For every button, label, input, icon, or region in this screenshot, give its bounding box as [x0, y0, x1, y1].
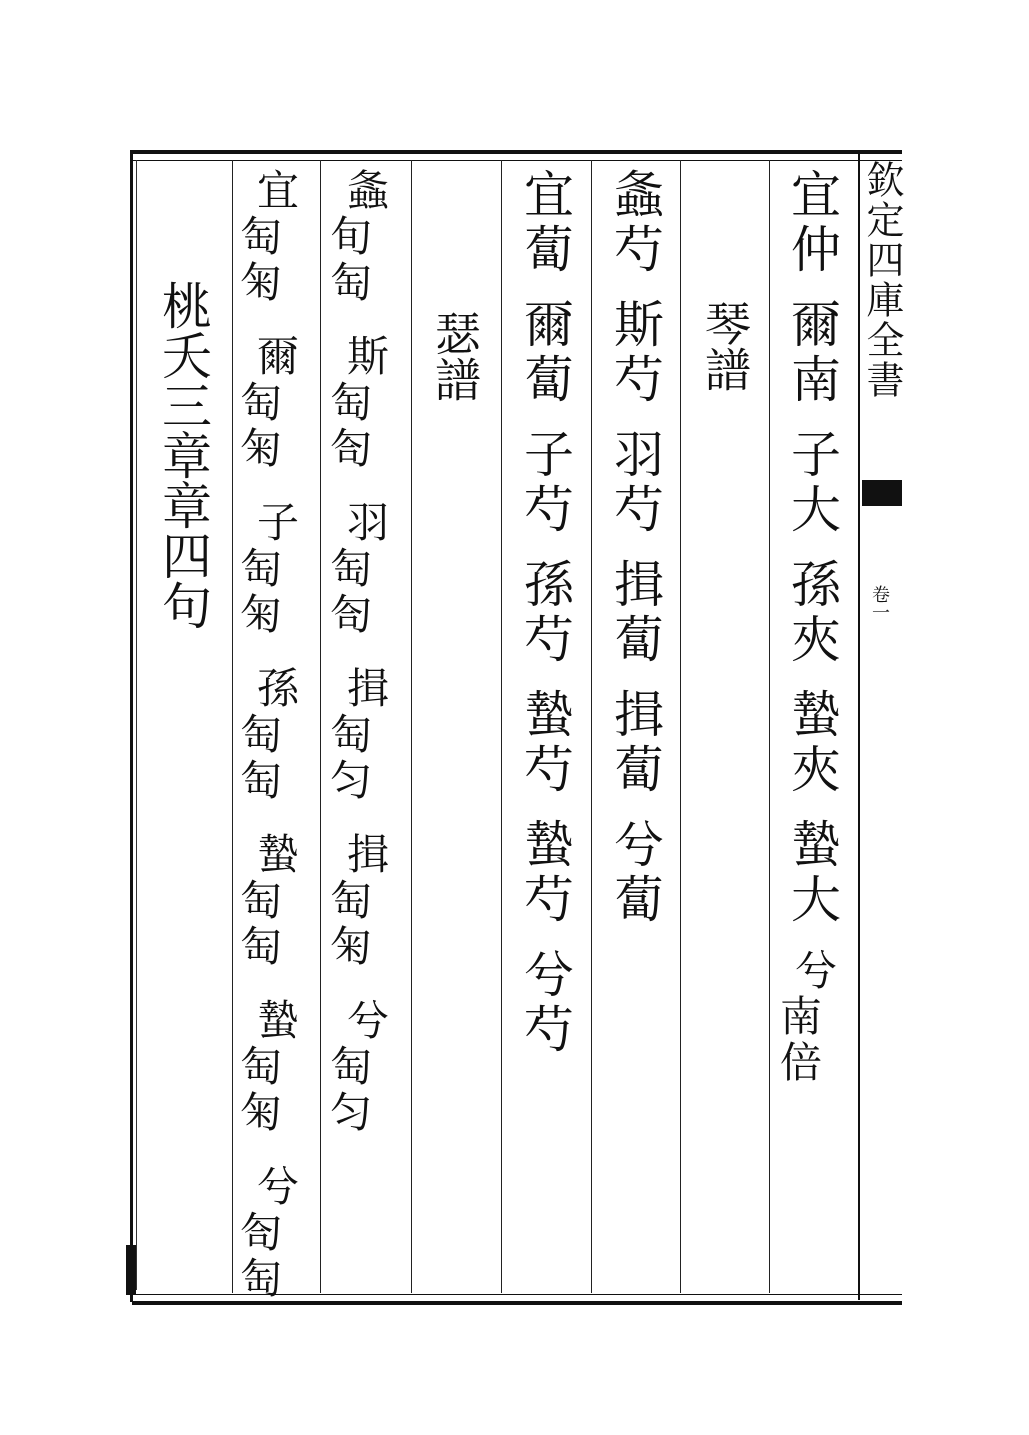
column-rule [680, 160, 681, 1293]
section-heading-se: 瑟譜 [428, 310, 482, 402]
frame-left-inner-line [136, 160, 137, 1290]
section-heading-qin: 琴譜 [698, 300, 752, 392]
frame-left-line [130, 150, 133, 1302]
column-rule [320, 160, 321, 1293]
column-rule [769, 160, 770, 1293]
left-edge-mark [126, 1245, 136, 1295]
book-title: 欽定四庫全書 [860, 160, 904, 400]
text-column-1: 宜 仲 爾 南 子 大 孫 夾 蟄 夾 蟄 大 兮 南倍 [780, 166, 841, 1087]
volume-label: 卷一 [869, 585, 890, 621]
column-rule [501, 160, 502, 1293]
text-column-7: 宜 匋匊 爾 匋匊 子 匋匊 孫 匋匋 蟄 匋匋 蟄 匋匊 兮 匌匋 [240, 166, 299, 1303]
column-rule [411, 160, 412, 1293]
text-column-6: 螽 旬匋 斯 匋匌 羽 匋匌 揖 匋匀 揖 匋匊 兮 匋匀 [330, 166, 389, 1137]
text-column-4: 宜 蔔 爾 蔔 子 芍 孫 芍 蟄 芍 蟄 芍 兮 芍 [524, 166, 574, 1059]
frame-top-line [132, 150, 902, 161]
text-column-3: 螽 芍 斯 芍 羽 芍 揖 蔔 揖 蔔 兮 蔔 [614, 166, 664, 929]
fish-tail-mark [862, 480, 902, 506]
column-rule [232, 160, 233, 1293]
poem-title: 桃夭三章章四句 [154, 280, 212, 630]
column-rule [591, 160, 592, 1293]
